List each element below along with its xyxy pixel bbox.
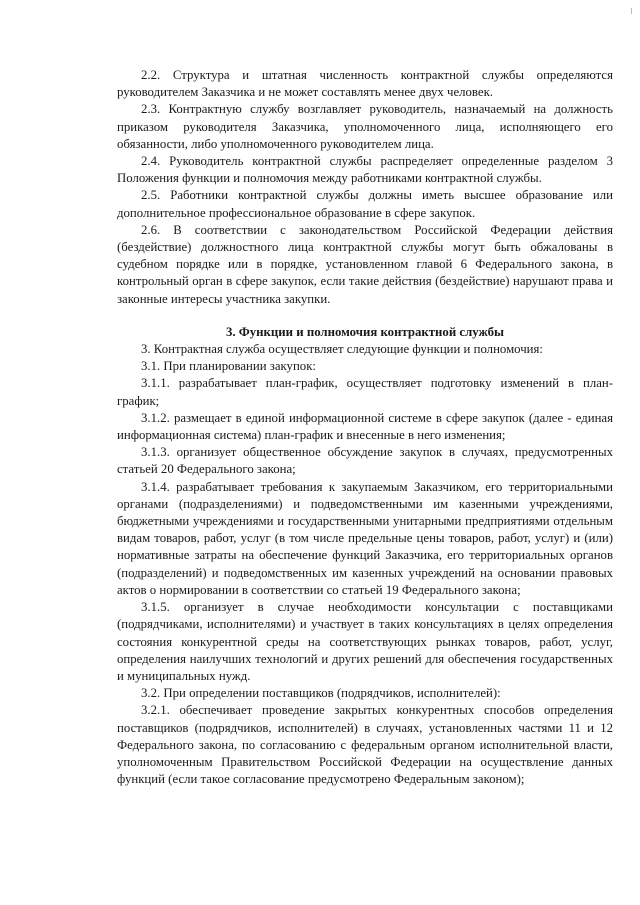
paragraph-2-2: 2.2. Структура и штатная численность контрактной службы определяются руководителем Заказчика и не может составлять менее двух человек. bbox=[117, 68, 613, 100]
section-heading: 3. Функции и полномочия контрактной службы bbox=[226, 324, 504, 339]
paragraph-2-6: 2.6. В соответствии с законодательством Российской Федерации действия (бездействие) должностного лица контрактной службы могут быть обжалованы в судебном порядке или в порядке, установленном главой 6 Федерального закона, в контрольный орган в сфере закупок, если такие действия (бездействие) нарушают права и законные интересы участника закупки. bbox=[117, 222, 613, 306]
paragraph-3-2: 3.2. При определении поставщиков (подрядчиков, исполнителей): bbox=[141, 686, 501, 701]
section-spacer bbox=[117, 308, 613, 316]
page-edge-mark bbox=[631, 8, 632, 14]
paragraph-3-1-4: 3.1.4. разрабатывает требования к закупаемым Заказчиком, его территориальными органами (подразделениями) и подведомственными им казенными учреждениями, бюджетными учреждениями и государственными унитарными предприятиями отдельным видам товаров, работ, услуг (в том числе предельные цены товаров, работ, услуг) и (или) нормативные затраты на обеспечение функций Заказчика, его территориальных органов (подразделений) и подведомственных им казенных учреждений на основании правовых актов о нормировании в соответствии со статьей 19 Федерального закона; bbox=[117, 479, 613, 597]
paragraph-3-1-1: 3.1.1. разрабатывает план-график, осуществляет подготовку изменений в план-график; bbox=[117, 376, 613, 408]
paragraph-3-2-1: 3.2.1. обеспечивает проведение закрытых конкурентных способов определения поставщиков (подрядчиков, исполнителей) в случаях, установленных частями 11 и 12 Федерального закона, по согласованию с федеральным органом исполнительной власти, уполномоченным Правительством Российской Федерации на осуществление данных функций (если такое согласование предусмотрено Федеральным законом); bbox=[117, 703, 613, 787]
paragraph-3-1-2: 3.1.2. размещает в единой информационной системе в сфере закупок (далее - единая информационная система) план-график и внесенные в него изменения; bbox=[117, 410, 613, 443]
paragraph-3-1: 3.1. При планировании закупок: bbox=[141, 359, 316, 374]
paragraph-3-1-5: 3.1.5. организует в случае необходимости консультации с поставщиками (подрядчиками, исполнителями) и участвует в таких консультациях в целях определения состояния конкурентной среды на соответствующих рынках товаров, работ, услуг, определения наилучших технологий и других решений для обеспечения государственных и муниципальных нужд. bbox=[117, 600, 613, 683]
paragraph-2-5: 2.5. Работники контрактной службы должны иметь высшее образование или дополнительное профессиональное образование в сфере закупок. bbox=[117, 188, 613, 220]
paragraph-3-intro: 3. Контрактная служба осуществляет следующие функции и полномочия: bbox=[141, 342, 543, 357]
paragraph-2-3: 2.3. Контрактную службу возглавляет руководитель, назначаемый на должность приказом руководителя Заказчика, уполномоченного лица, исполняющего его обязанности, либо уполномоченного руководителем лица. bbox=[117, 102, 613, 151]
document-page bbox=[117, 67, 613, 788]
paragraph-2-4: 2.4. Руководитель контрактной службы распределяет определенные разделом 3 Положения функции и полномочия между работниками контрактной службы. bbox=[117, 154, 613, 186]
paragraph-3-1-3: 3.1.3. организует общественное обсуждение закупок в случаях, предусмотренных статьей 20 Федерального закона; bbox=[117, 445, 613, 477]
